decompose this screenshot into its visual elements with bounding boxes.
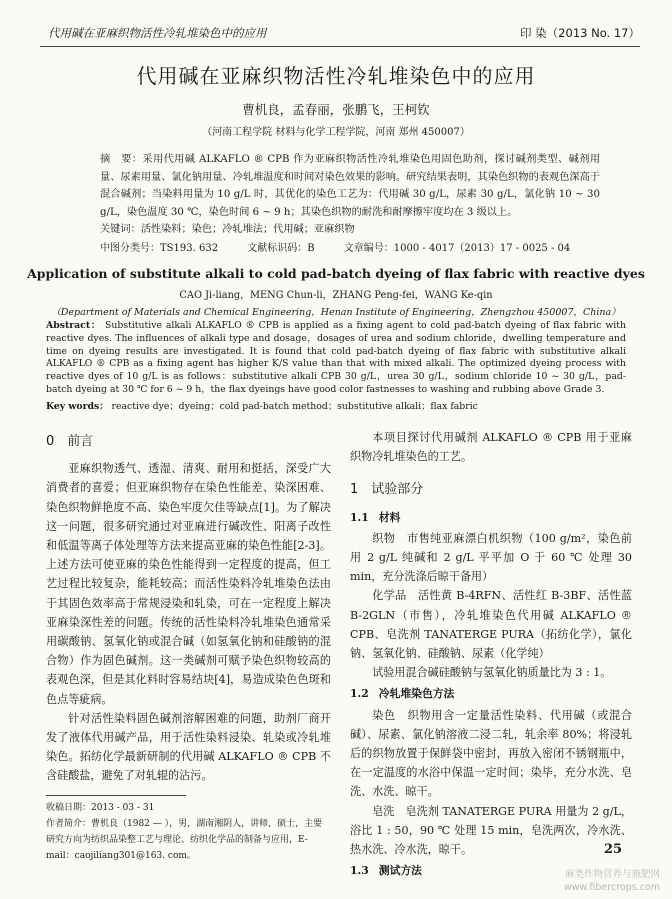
abstract-cn	[100, 151, 600, 221]
clc-number: 中图分类号：TS193. 632	[100, 243, 219, 254]
chemicals-paragraph: 化学品 活性黄 B-4RFN、活性红 B-3BF、活性蓝 B-2GLN（市售），冷轧堆染色代用碱 ALKAFLO ® CPB、皂洗剂 TANATERGE PURA（拓纺化学），氯化钠、氢氧化钠、硅酸钠、尿素（化学纯）	[350, 589, 632, 661]
watermark: 麻类作物营养与施肥网 www.fibercrops.com	[563, 869, 660, 893]
subsection-number: 1.3	[350, 864, 369, 878]
keywords-en	[46, 398, 626, 412]
mixed-alkali-paragraph: 试验用混合碱硅酸钠与氢氧化钠质量比为 3 : 1。	[372, 666, 612, 680]
keywords-en-text: reactive dye；dyeing；cold pad-batch method；substitutive alkali；flax fabric	[111, 401, 478, 412]
subsection-number: 1.1	[350, 510, 369, 524]
authors-en: CAO Ji-liang，MENG Chun-li，ZHANG Peng-fei，WANG Ke-qin	[179, 290, 493, 301]
keywords-en-label: Key words：	[46, 401, 109, 412]
affiliation-en: （Department of Materials and Chemical Engineering，Henan Institute of Engineering，Zhengzhou 450007，China）	[51, 307, 621, 318]
title-en: Application of substitute alkali to cold pad-batch dyeing of flax fabric with reactive dyes	[27, 266, 645, 281]
keywords-cn	[100, 220, 600, 235]
header-journal-left: 代用碱在亚麻织物活性冷轧堆染色中的应用	[48, 26, 267, 40]
subsection-heading-materials	[350, 508, 632, 527]
article-id: 文章编号：1000 - 4017（2013）17 - 0025 - 04	[343, 243, 571, 254]
subsection-title: 冷轧堆染色方法	[378, 687, 455, 701]
document-code: 文献标识码：B	[247, 243, 315, 254]
classification-meta	[100, 239, 600, 254]
subsection-number: 1.2	[350, 687, 369, 701]
author-bio: 作者简介：曹机良（1982 — ），男，湖南湘阴人，讲师，硕士，主要研究方向为纺织品染整工艺与理论、纺织化学品的制备与应用，E-mail：caojiliang301@163. com。	[46, 819, 323, 861]
section-heading-intro: 0 前言	[46, 434, 94, 449]
abstract-en-label: Abstract：	[46, 320, 102, 331]
abstract-cn-text: 采用代用碱 ALKAFLO ® CPB 作为亚麻织物活性冷轧堆染色用固色助剂，探讨碱剂类型、碱剂用量、尿素用量、氯化钠用量、冷轧堆温度和时间对染色效果的影响。研究结果表明，其染色织物的表观色深高于混合碱剂；当染料用量为 10 g/L 时，其优化的染色工艺为：代用碱 30 g/L，尿素 30 g/L，氯化钠 10 ~ 30 g/L，染色温度 30 ℃，染色时间 6 ~ 9 h；其染色织物的耐洗和耐摩擦牢度均在 3 级以上。	[100, 154, 601, 218]
authors-cn: 曹机良，孟春丽，张鹏飞，王柯钦	[242, 102, 430, 117]
intro-paragraph-2: 针对活性染料固色碱剂溶解困难的问题，助剂厂商开发了液体代用碱产品，用于活性染料浸染、轧染或冷轧堆染色。拓纺化学最新研制的代用碱 ALKAFLO ® CPB 不含硅酸盐，避免了对轧辊的沾污。	[46, 711, 331, 783]
fabric-paragraph: 织物 市售纯亚麻漂白机织物（100 g/m²，染色前用 2 g/L 纯碱和 2 g/L 平平加 O 于 60 ℃ 处理 30 min，充分洗涤后晾干备用）	[350, 531, 632, 584]
subsection-heading-dyeing-method	[350, 684, 632, 703]
abstract-cn-label: 摘 要：	[100, 154, 143, 165]
intro-paragraph-3: 本项目探讨代用碱剂 ALKAFLO ® CPB 用于亚麻织物冷轧堆染色的工艺。	[350, 431, 632, 464]
keywords-cn-text: 活性染料；染色；冷轧堆法；代用碱；亚麻织物	[140, 224, 355, 235]
intro-paragraph-1: 亚麻织物透气、透湿、清爽、耐用和挺括，深受广大消费者的喜爱；但亚麻织物存在染色性能差、染深困难、染色织物鲜艳度不高、染色牢度欠佳等缺点[1]。为了解决这一问题，很多研究通过对亚麻进行碱改性、阳离子改性和低温等离子体处理等方法来提高亚麻的染色性能[2-3]。上述方法可使亚麻的染色性能得到一定程度的提高，但工艺过程比较复杂，能耗较高；而活性染料冷轧堆染色法由于其固色效率高于常规浸染和轧染，可在一定程度上解决亚麻染深性差的问题。传统的活性染料冷轧堆染色通常采用碳酸钠、氢氧化钠或混合碱（如氢氧化钠和硅酸钠的混合物）作为固色碱剂。这一类碱剂可赋予染色织物较高的表观色深，但是其化料时容易结块[4]，易造成染色色斑和色点等疵病。	[46, 462, 331, 706]
dyeing-paragraph: 染色 织物用含一定量活性染料、代用碱（或混合碱）、尿素、氯化钠溶液二浸二轧，轧余率 80%；将浸轧后的织物放置于保鲜袋中密封，再放入密闭不锈钢瓶中，在一定温度的水浴中保温一定时间；染毕，充分水洗、皂洗、水洗、晾干。	[350, 708, 632, 799]
soaping-paragraph: 皂洗 皂洗剂 TANATERGE PURA 用量为 2 g/L，浴比 1 : 50，90 ℃ 处理 15 min，皂洗两次，冷水洗、热水洗、冷水洗，晾干。	[350, 804, 632, 857]
subsection-title: 材料	[378, 510, 401, 524]
footnote-rule	[46, 795, 186, 796]
subsection-title: 测试方法	[378, 864, 422, 878]
header-journal-right: 印 染（2013 No. 17）	[520, 26, 640, 40]
title-cn: 代用碱在亚麻织物活性冷轧堆染色中的应用	[136, 64, 536, 88]
page-number: 25	[604, 842, 623, 857]
keywords-cn-label: 关键词：	[100, 224, 141, 235]
abstract-en-text: Substitutive alkali ALKAFLO ® CPB is applied as a fixing agent to cold pad-batch dyeing of flax fabric with reactive dyes. The influences of alkali type and dosage，dosages of urea and sodium chloride，dwelling temperature and time on dyeing results are investigated. It is found that cold pad-batch dyeing of flax fabric with substitutive alkali ALKAFLO ® CPB as a fixing agent has higher K/S value than that with mixed alkali. The optimized dyeing process with reactive dyes of 10 g/L is as follows：substitutive alkali CPB 30 g/L，urea 30 g/L，sodium chloride 10 ~ 30 g/L，pad-batch dyeing at 30 ℃ for 6 ~ 9 h，the flax dyeings have good color fastnesses to washing and rubbing above Grade 3.	[46, 320, 626, 395]
body-left-column	[46, 428, 331, 786]
author-footnote	[46, 795, 331, 864]
header-rule	[40, 46, 640, 47]
affiliation-cn: （河南工程学院 材料与化学工程学院，河南 郑州 450007）	[202, 127, 470, 138]
received-date: 收稿日期：2013 - 03 - 31	[46, 803, 155, 813]
section-heading-experiment: 1 试验部分	[350, 482, 424, 498]
body-right-column	[350, 428, 632, 882]
running-header	[40, 24, 640, 42]
abstract-en	[46, 320, 626, 397]
